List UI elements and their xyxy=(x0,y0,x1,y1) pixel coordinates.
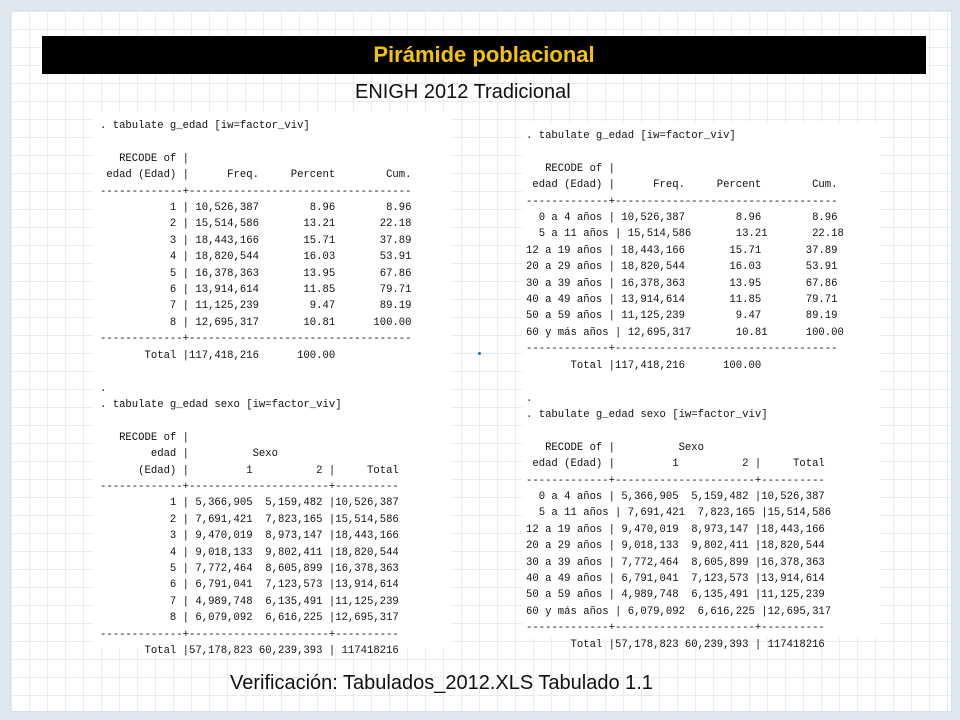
stata-output-right-text: . tabulate g_edad [iw=factor_viv] RECODE of | edad (Edad) | Freq. Percent Cum. -------------+----------------------------------- 0 a 4 años | 10,526,387 8.96 8.96 5 a 11 años | 15,514,586 13.21 22.18 12 a 19 años | 18,443,166 15.71 37.89 20 a 29 años | 18,820,544 16.03 53.91 30 a 39 años | 16,378,363 13.95 67.86 40 a 49 años | 13,914,614 11.85 79.71 50 a 59 años | 11,125,239 9.47 89.19 60 y más años | 12,695,317 10.81 100.00 -------------+----------------------------------- Total |117,418,216 100.00 . . tabulate g_edad sexo [iw=factor_viv] RECODE of | Sexo edad (Edad) | 1 2 | Total -------------+----------------------+---------- 0 a 4 años | 5,366,905 5,159,482 |10,526,387 5 a 11 años | 7,691,421 7,823,165 |15,514,586 12 a 19 años | 9,470,019 8,973,147 |18,443,166 20 a 29 años | 9,018,133 9,802,411 |18,820,544 30 a 39 años | 7,772,464 8,605,899 |16,378,363 40 a 49 años | 6,791,041 7,123,573 |13,914,614 50 a 59 años | 4,989,748 6,135,491 |11,125,239 60 y más años | 6,079,092 6,616,225 |12,695,317 -------------+----------------------+---------- Total |57,178,823 60,239,393 | 117418216 xyxy=(526,130,844,651)
title-bar xyxy=(42,36,926,74)
stata-output-left xyxy=(94,112,450,657)
verification-footer: Verificación: Tabulados_2012.XLS Tabulado 1.1 xyxy=(230,672,653,694)
stata-output-left-text: . tabulate g_edad [iw=factor_viv] RECODE of | edad (Edad) | Freq. Percent Cum. -------------+----------------------------------- 1 | 10,526,387 8.96 8.96 2 | 15,514,586 13.21 22.18 3 | 18,443,166 15.71 37.89 4 | 18,820,544 16.03 53.91 5 | 16,378,363 13.95 67.86 6 | 13,914,614 11.85 79.71 7 | 11,125,239 9.47 89.19 8 | 12,695,317 10.81 100.00 -------------+----------------------------------- Total |117,418,216 100.00 . . tabulate g_edad sexo [iw=factor_viv] RECODE of | edad | Sexo (Edad) | 1 2 | Total -------------+----------------------+---------- 1 | 5,366,905 5,159,482 |10,526,387 2 | 7,691,421 7,823,165 |15,514,586 3 | 9,470,019 8,973,147 |18,443,166 4 | 9,018,133 9,802,411 |18,820,544 5 | 7,772,464 8,605,899 |16,378,363 6 | 6,791,041 7,123,573 |13,914,614 7 | 4,989,748 6,135,491 |11,125,239 8 | 6,079,092 6,616,225 |12,695,317 -------------+----------------------+---------- Total |57,178,823 60,239,393 | 117418216 xyxy=(100,120,412,657)
decorative-dot xyxy=(478,352,481,355)
stata-output-right xyxy=(522,122,880,651)
slide-subtitle: ENIGH 2012 Tradicional xyxy=(355,81,571,103)
slide-title: Pirámide poblacional xyxy=(373,42,595,67)
